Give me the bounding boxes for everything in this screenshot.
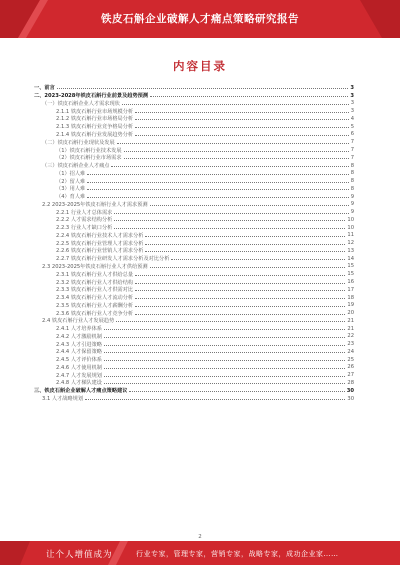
toc-entry-text: 2.3.6 铁皮石斛行业人才竞争分析 [56, 310, 134, 317]
toc-entry[interactable] [34, 387, 354, 395]
toc-entry[interactable] [34, 371, 354, 379]
toc-entry[interactable] [34, 286, 354, 294]
toc-entry[interactable] [34, 138, 354, 146]
toc-leader-dots [122, 104, 349, 105]
toc-entry-text: 2.2.3 行业人才缺口分析 [56, 225, 113, 232]
toc-entry[interactable] [34, 193, 354, 201]
toc-leader-dots [135, 298, 345, 299]
toc-leader-dots [87, 174, 348, 175]
toc-entry-text: 2.1.4 铁皮石斛行业发展趋势分析 [56, 131, 134, 138]
toc-leader-dots [104, 337, 345, 338]
toc-leader-dots [171, 259, 345, 260]
toc-entry-page: 24 [347, 348, 354, 355]
toc-entry[interactable] [34, 115, 354, 123]
toc-entry[interactable] [34, 333, 354, 341]
toc-entry-text: 2.3 2023-2025年铁皮石斛行业人才供给预测 [42, 263, 148, 270]
toc-leader-dots [135, 127, 349, 128]
toc-entry-text: 2.4.5 人才评价体系 [56, 357, 102, 364]
toc-entry-page: 25 [347, 356, 354, 363]
toc-entry-text: 2.2.4 铁皮石斛行业技术人才需求分析 [56, 232, 144, 239]
toc-leader-dots [104, 352, 345, 353]
toc-entry-page: 3 [350, 100, 354, 107]
toc-entry[interactable] [34, 395, 354, 403]
page-number: 2 [198, 534, 202, 540]
toc-entry[interactable] [34, 364, 354, 372]
toc-leader-dots [135, 306, 345, 307]
toc-entry-page: 30 [346, 387, 354, 394]
toc-leader-dots [124, 158, 349, 159]
toc-entry[interactable] [34, 84, 354, 92]
toc-entry-text: 2.4.3 人才引进策略 [56, 341, 102, 348]
toc-entry-page: 13 [347, 247, 354, 254]
toc-leader-dots [135, 135, 349, 136]
toc-entry-page: 28 [347, 379, 354, 386]
toc-entry-text: （2）留人难 [56, 178, 86, 185]
toc-entry-page: 14 [347, 255, 354, 262]
toc-leader-dots [114, 220, 345, 221]
toc-entry-text: 2.2.6 铁皮石斛行业营销人才需求分析 [56, 248, 144, 255]
toc-leader-dots [150, 96, 348, 97]
toc-entry-page: 8 [350, 162, 354, 169]
toc-entry-page: 15 [347, 263, 354, 270]
toc-leader-dots [150, 267, 346, 268]
toc-leader-dots [104, 376, 345, 377]
toc-entry-text: （1）招人难 [56, 170, 86, 177]
toc-entry-page: 9 [350, 193, 354, 200]
toc-entry-text: 2.2 2023-2025年铁皮石斛行业人才需求预测 [42, 201, 148, 208]
footer-slogan-left: 让个人增值成为 [46, 550, 113, 560]
toc-entry[interactable] [34, 154, 354, 162]
toc-entry-text: 2.4.8 人才梯队建设 [56, 380, 102, 387]
toc-entry[interactable] [34, 239, 354, 247]
toc-entry-text: 2.4.4 人才保留策略 [56, 349, 102, 356]
toc-leader-dots [116, 321, 345, 322]
toc-entry-page: 17 [347, 286, 354, 293]
toc-entry-text: 2.4.6 人才使用机制 [56, 364, 102, 371]
toc-entry[interactable] [34, 123, 354, 131]
toc-entry-page: 16 [347, 279, 354, 286]
toc-entry-text: 2.3.5 铁皮石斛行业人才薪酬分析 [56, 302, 134, 309]
toc-entry-page: 23 [347, 341, 354, 348]
toc-leader-dots [145, 244, 345, 245]
toc-entry-page: 21 [347, 317, 354, 324]
toc-leader-dots [114, 228, 345, 229]
toc-entry[interactable] [34, 255, 354, 263]
toc-entry-text: （2）铁皮石斛行业市场需求 [56, 155, 122, 162]
toc-entry[interactable] [34, 263, 354, 271]
toc-leader-dots [57, 88, 349, 89]
toc-leader-dots [104, 383, 345, 384]
toc-entry-page: 5 [350, 123, 354, 130]
toc-leader-dots [104, 345, 345, 346]
toc-entry-page: 21 [347, 325, 354, 332]
toc-leader-dots [111, 166, 348, 167]
toc-entry-text: 2.1.3 铁皮石斛行业竞争格局分析 [56, 124, 134, 131]
toc-entry-page: 9 [350, 209, 354, 216]
toc-entry-page: 19 [347, 302, 354, 309]
toc-entry-page: 3 [350, 84, 354, 91]
toc-entry[interactable] [34, 294, 354, 302]
toc-entry-text: 2.4.2 人才激励机制 [56, 333, 102, 340]
toc-leader-dots [85, 399, 345, 400]
toc-leader-dots [87, 182, 348, 183]
toc-entry[interactable] [34, 107, 354, 115]
toc-entry-page: 26 [347, 364, 354, 371]
toc-entry[interactable] [34, 278, 354, 286]
toc-leader-dots [135, 112, 349, 113]
toc-entry-page: 11 [347, 232, 354, 239]
toc-entry-page: 9 [350, 201, 354, 208]
toc-entry-page: 10 [347, 224, 354, 231]
header-title: 铁皮石斛企业破解人才痛点策略研究报告 [101, 13, 299, 25]
toc-leader-dots [145, 236, 345, 237]
toc-entry[interactable] [34, 177, 354, 185]
toc-leader-dots [87, 197, 348, 198]
toc-entry-text: （1）铁皮石斛行业技术发展 [56, 147, 122, 154]
toc-title: 内容目录 [173, 59, 227, 73]
toc-leader-dots [135, 314, 345, 315]
toc-entry-page: 6 [350, 131, 354, 138]
toc-entry-page: 20 [347, 310, 354, 317]
toc-entry[interactable] [34, 270, 354, 278]
toc-entry-page: 3 [350, 108, 354, 115]
toc-entry-page: 8 [350, 185, 354, 192]
toc-entry[interactable] [34, 247, 354, 255]
toc-entry-text: 2.3.3 铁皮石斛行业人才供需对比 [56, 287, 134, 294]
toc-entry-page: 7 [350, 139, 354, 146]
toc-entry[interactable] [34, 100, 354, 108]
toc-entry-page: 7 [350, 154, 354, 161]
toc-entry-page: 10 [347, 216, 354, 223]
toc-entry-text: 2.2.7 铁皮石斛行业研发人才需求分析及对比分析 [56, 256, 170, 263]
toc-entry[interactable] [34, 216, 354, 224]
toc-entry[interactable] [34, 340, 354, 348]
toc-entry[interactable] [34, 348, 354, 356]
toc-entry-page: 27 [347, 372, 354, 379]
toc-leader-dots [117, 143, 349, 144]
toc-entry[interactable] [34, 146, 354, 154]
toc-entry-text: 2.1.2 铁皮石斛行业市场格局分析 [56, 116, 134, 123]
toc-entry-page: 15 [347, 271, 354, 278]
toc-entry[interactable] [34, 131, 354, 139]
toc-entry-page: 22 [347, 333, 354, 340]
toc-entry[interactable] [34, 169, 354, 177]
toc-entry[interactable] [34, 162, 354, 170]
toc-entry-text: 2.2.2 人才需求结构分析 [56, 217, 113, 224]
toc-entry[interactable] [34, 200, 354, 208]
toc-entry[interactable] [34, 232, 354, 240]
toc-leader-dots [114, 213, 348, 214]
toc-leader-dots [124, 151, 349, 152]
toc-entry-page: 8 [350, 170, 354, 177]
toc-entry-text: 2.4.1 人才培养体系 [56, 326, 102, 333]
toc-entry-page: 3 [350, 92, 354, 99]
toc-entry-text: 2.4 铁皮石斛行业人才发展趋势 [42, 318, 115, 325]
toc-entry-text: 一、前言 [34, 85, 55, 92]
toc-entry-text: 2.2.5 铁皮石斛行业管理人才需求分析 [56, 240, 144, 247]
toc-entry-text: 3.1 人才战略规划 [42, 396, 84, 402]
table-of-contents [34, 84, 354, 402]
toc-entry-page: 18 [347, 294, 354, 301]
toc-entry[interactable] [34, 356, 354, 364]
toc-entry-text: 二、2023-2028年铁皮石斛行业前景及趋势预测 [34, 93, 149, 100]
toc-entry-text: （二）铁皮石斛行业现状及发展 [42, 139, 115, 146]
toc-entry-text: 2.4.7 人才发展规划 [56, 372, 102, 379]
toc-leader-dots [129, 391, 344, 392]
toc-entry-text: （三）铁皮石斛企业人才痛点 [42, 163, 110, 170]
toc-leader-dots [135, 283, 345, 284]
toc-leader-dots [87, 189, 348, 190]
toc-leader-dots [104, 360, 345, 361]
toc-entry-text: （4）育人难 [56, 194, 86, 201]
toc-entry[interactable] [34, 301, 354, 309]
toc-entry-text: （3）用人难 [56, 186, 86, 193]
toc-entry[interactable] [34, 92, 354, 100]
toc-leader-dots [145, 251, 345, 252]
footer-slogan-right: 行业专家，管理专家，营销专家，战略专家，成功企业家…… [136, 550, 339, 558]
toc-entry-text: （一）铁皮石斛企业人才需求现状 [42, 100, 120, 107]
toc-entry[interactable] [34, 379, 354, 387]
toc-leader-dots [104, 368, 345, 369]
toc-entry[interactable] [34, 224, 354, 232]
toc-entry[interactable] [34, 325, 354, 333]
toc-entry-text: 2.3.2 铁皮石斛行业人才供给结构 [56, 279, 134, 286]
toc-leader-dots [135, 275, 345, 276]
toc-entry-text: 2.3.1 铁皮石斛行业人才供给总量 [56, 271, 134, 278]
toc-leader-dots [135, 290, 345, 291]
toc-entry[interactable] [34, 309, 354, 317]
footer-banner [0, 541, 400, 565]
toc-entry-page: 7 [350, 147, 354, 153]
toc-leader-dots [104, 329, 345, 330]
toc-entry[interactable] [34, 317, 354, 325]
toc-entry-text: 2.1.1 铁皮石斛行业市场规模分析 [56, 108, 134, 115]
toc-entry-page: 30 [347, 395, 354, 402]
toc-entry-text: 2.3.4 铁皮石斛行业人才流动分析 [56, 295, 134, 302]
toc-leader-dots [135, 119, 349, 120]
toc-entry-page: 4 [350, 115, 354, 122]
toc-entry-page: 12 [347, 240, 354, 247]
header-banner [0, 0, 400, 38]
toc-entry-text: 三、铁皮石斛企业破解人才痛点策略建议 [34, 388, 128, 395]
toc-entry-page: 8 [350, 178, 354, 185]
toc-leader-dots [150, 205, 349, 206]
toc-entry-text: 2.2.1 行业人才总体需求 [56, 209, 113, 216]
toc-entry[interactable] [34, 185, 354, 193]
toc-entry[interactable] [34, 208, 354, 216]
